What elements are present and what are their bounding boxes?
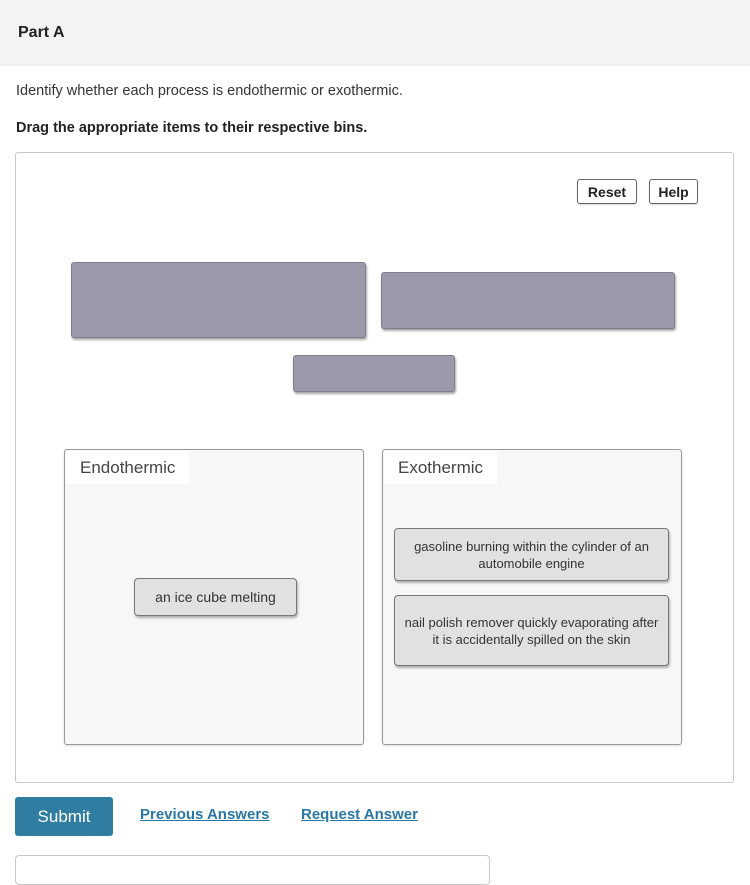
part-title: Part A [18,24,65,41]
empty-item-slot [71,262,366,338]
bin-endothermic[interactable] [64,449,364,745]
draggable-item-nail-polish[interactable]: nail polish remover quickly evaporating after it is accidentally spilled on the skin [394,595,669,666]
request-answer-link[interactable]: Request Answer [301,806,418,823]
empty-item-slot [293,355,455,392]
reset-button[interactable]: Reset [577,179,637,204]
bin-exothermic[interactable] [382,449,682,745]
submit-button[interactable]: Submit [15,797,113,836]
bin-title: Endothermic [66,451,189,484]
drag-drop-panel [15,152,734,783]
previous-answers-link[interactable]: Previous Answers [140,806,270,823]
draggable-item-ice-cube[interactable]: an ice cube melting [134,578,297,616]
feedback-box [15,855,490,885]
empty-item-slot [381,272,675,329]
help-button[interactable]: Help [649,179,698,204]
question-text: Identify whether each process is endothermic or exothermic. [16,83,403,99]
part-header [0,0,750,66]
bin-title: Exothermic [384,451,497,484]
drag-instruction: Drag the appropriate items to their respective bins. [16,120,368,136]
draggable-item-gasoline[interactable]: gasoline burning within the cylinder of an automobile engine [394,528,669,581]
